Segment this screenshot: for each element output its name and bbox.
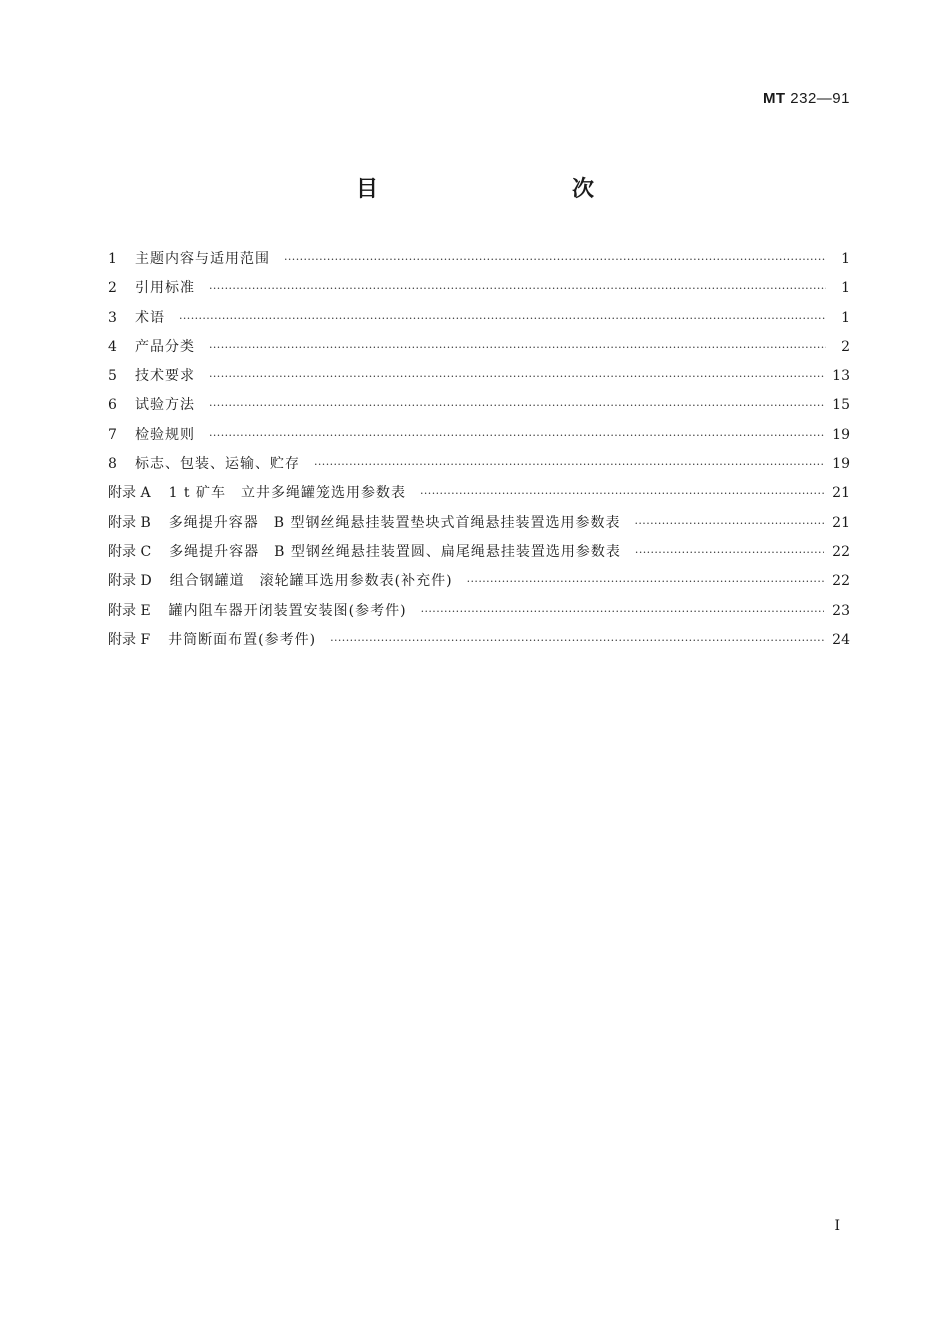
toc-entry-4[interactable] bbox=[108, 336, 850, 365]
toc-entry-number: 5 bbox=[108, 368, 117, 385]
toc-entry-label: 引用标准 bbox=[135, 280, 195, 297]
standard-code bbox=[763, 90, 850, 107]
toc-entry-page: 21 bbox=[832, 485, 850, 502]
toc-entry-number: 附录 A bbox=[108, 485, 151, 502]
toc-entry-label: 术语 bbox=[135, 309, 165, 326]
dot-leader bbox=[421, 605, 825, 618]
toc-entry-label: 多绳提升容器 B 型钢丝绳悬挂装置垫块式首绳悬挂装置选用参数表 bbox=[168, 514, 621, 531]
page-number: I bbox=[834, 1218, 840, 1234]
toc-entry-appendix-d[interactable] bbox=[108, 570, 850, 599]
toc-entry-label: 试验方法 bbox=[135, 397, 195, 414]
toc-entry-appendix-c[interactable] bbox=[108, 541, 850, 570]
toc-entry-page: 21 bbox=[832, 514, 850, 531]
toc-entry-3[interactable] bbox=[108, 307, 850, 336]
toc-entry-2[interactable] bbox=[108, 277, 850, 306]
toc-entry-page: 22 bbox=[832, 543, 850, 560]
dot-leader bbox=[467, 575, 825, 588]
dot-leader bbox=[314, 458, 824, 471]
toc-entry-page: 13 bbox=[832, 368, 850, 385]
toc-entry-appendix-b[interactable] bbox=[108, 512, 850, 541]
table-of-contents bbox=[108, 248, 850, 658]
toc-entry-label: 检验规则 bbox=[135, 426, 195, 443]
dot-leader bbox=[179, 312, 826, 325]
toc-entry-number: 附录 B bbox=[108, 514, 151, 531]
standard-code-number: 232—91 bbox=[790, 90, 850, 107]
toc-entry-number: 附录 C bbox=[108, 543, 152, 560]
toc-entry-page: 19 bbox=[832, 456, 850, 473]
toc-entry-page: 1 bbox=[841, 309, 850, 326]
dot-leader bbox=[209, 341, 826, 354]
toc-entry-8[interactable] bbox=[108, 453, 850, 482]
toc-entry-label: 1 t 矿车 立井多绳罐笼选用参数表 bbox=[168, 485, 406, 502]
toc-entry-1[interactable] bbox=[108, 248, 850, 277]
toc-entry-5[interactable] bbox=[108, 365, 850, 394]
toc-entry-label: 多绳提升容器 B 型钢丝绳悬挂装置圆、扁尾绳悬挂装置选用参数表 bbox=[169, 543, 621, 560]
toc-entry-7[interactable] bbox=[108, 424, 850, 453]
dot-leader bbox=[209, 429, 824, 442]
page-title: 目 次 bbox=[355, 176, 644, 202]
toc-entry-page: 1 bbox=[841, 280, 850, 297]
dot-leader bbox=[209, 399, 824, 412]
toc-entry-page: 19 bbox=[832, 426, 850, 443]
toc-entry-label: 井筒断面布置(参考件) bbox=[168, 631, 317, 648]
dot-leader bbox=[284, 253, 826, 266]
toc-entry-label: 标志、包装、运输、贮存 bbox=[135, 456, 300, 473]
standard-code-prefix: MT bbox=[762, 90, 786, 107]
toc-entry-6[interactable] bbox=[108, 394, 850, 423]
dot-leader bbox=[420, 487, 824, 500]
dot-leader bbox=[635, 517, 825, 530]
toc-entry-appendix-e[interactable] bbox=[108, 600, 850, 629]
toc-entry-number: 8 bbox=[108, 456, 117, 473]
toc-entry-number: 附录 F bbox=[108, 631, 151, 648]
toc-entry-label: 罐内阻车器开闭装置安装图(参考件) bbox=[168, 602, 407, 619]
toc-entry-number: 附录 E bbox=[108, 602, 151, 619]
toc-entry-page: 22 bbox=[832, 573, 850, 590]
dot-leader bbox=[635, 546, 824, 559]
toc-entry-number: 7 bbox=[108, 426, 117, 443]
toc-entry-number: 6 bbox=[108, 397, 117, 414]
dot-leader bbox=[330, 634, 824, 647]
toc-entry-appendix-a[interactable] bbox=[108, 482, 850, 511]
toc-entry-number: 1 bbox=[108, 251, 117, 267]
toc-entry-number: 附录 D bbox=[108, 573, 152, 590]
dot-leader bbox=[209, 370, 824, 383]
toc-entry-label: 产品分类 bbox=[135, 338, 195, 355]
toc-entry-number: 3 bbox=[108, 309, 117, 326]
toc-entry-page: 2 bbox=[841, 338, 850, 355]
toc-entry-page: 1 bbox=[841, 251, 850, 267]
toc-entry-page: 15 bbox=[832, 397, 850, 414]
toc-entry-appendix-f[interactable] bbox=[108, 629, 850, 658]
toc-entry-number: 4 bbox=[108, 338, 117, 355]
toc-entry-label: 组合钢罐道 滚轮罐耳选用参数表(补充件) bbox=[169, 573, 453, 590]
toc-entry-number: 2 bbox=[108, 280, 117, 297]
toc-entry-label: 技术要求 bbox=[135, 368, 195, 385]
toc-entry-page: 24 bbox=[832, 631, 850, 648]
dot-leader bbox=[209, 282, 826, 295]
toc-entry-page: 23 bbox=[832, 602, 850, 619]
toc-entry-label: 主题内容与适用范围 bbox=[135, 251, 270, 267]
